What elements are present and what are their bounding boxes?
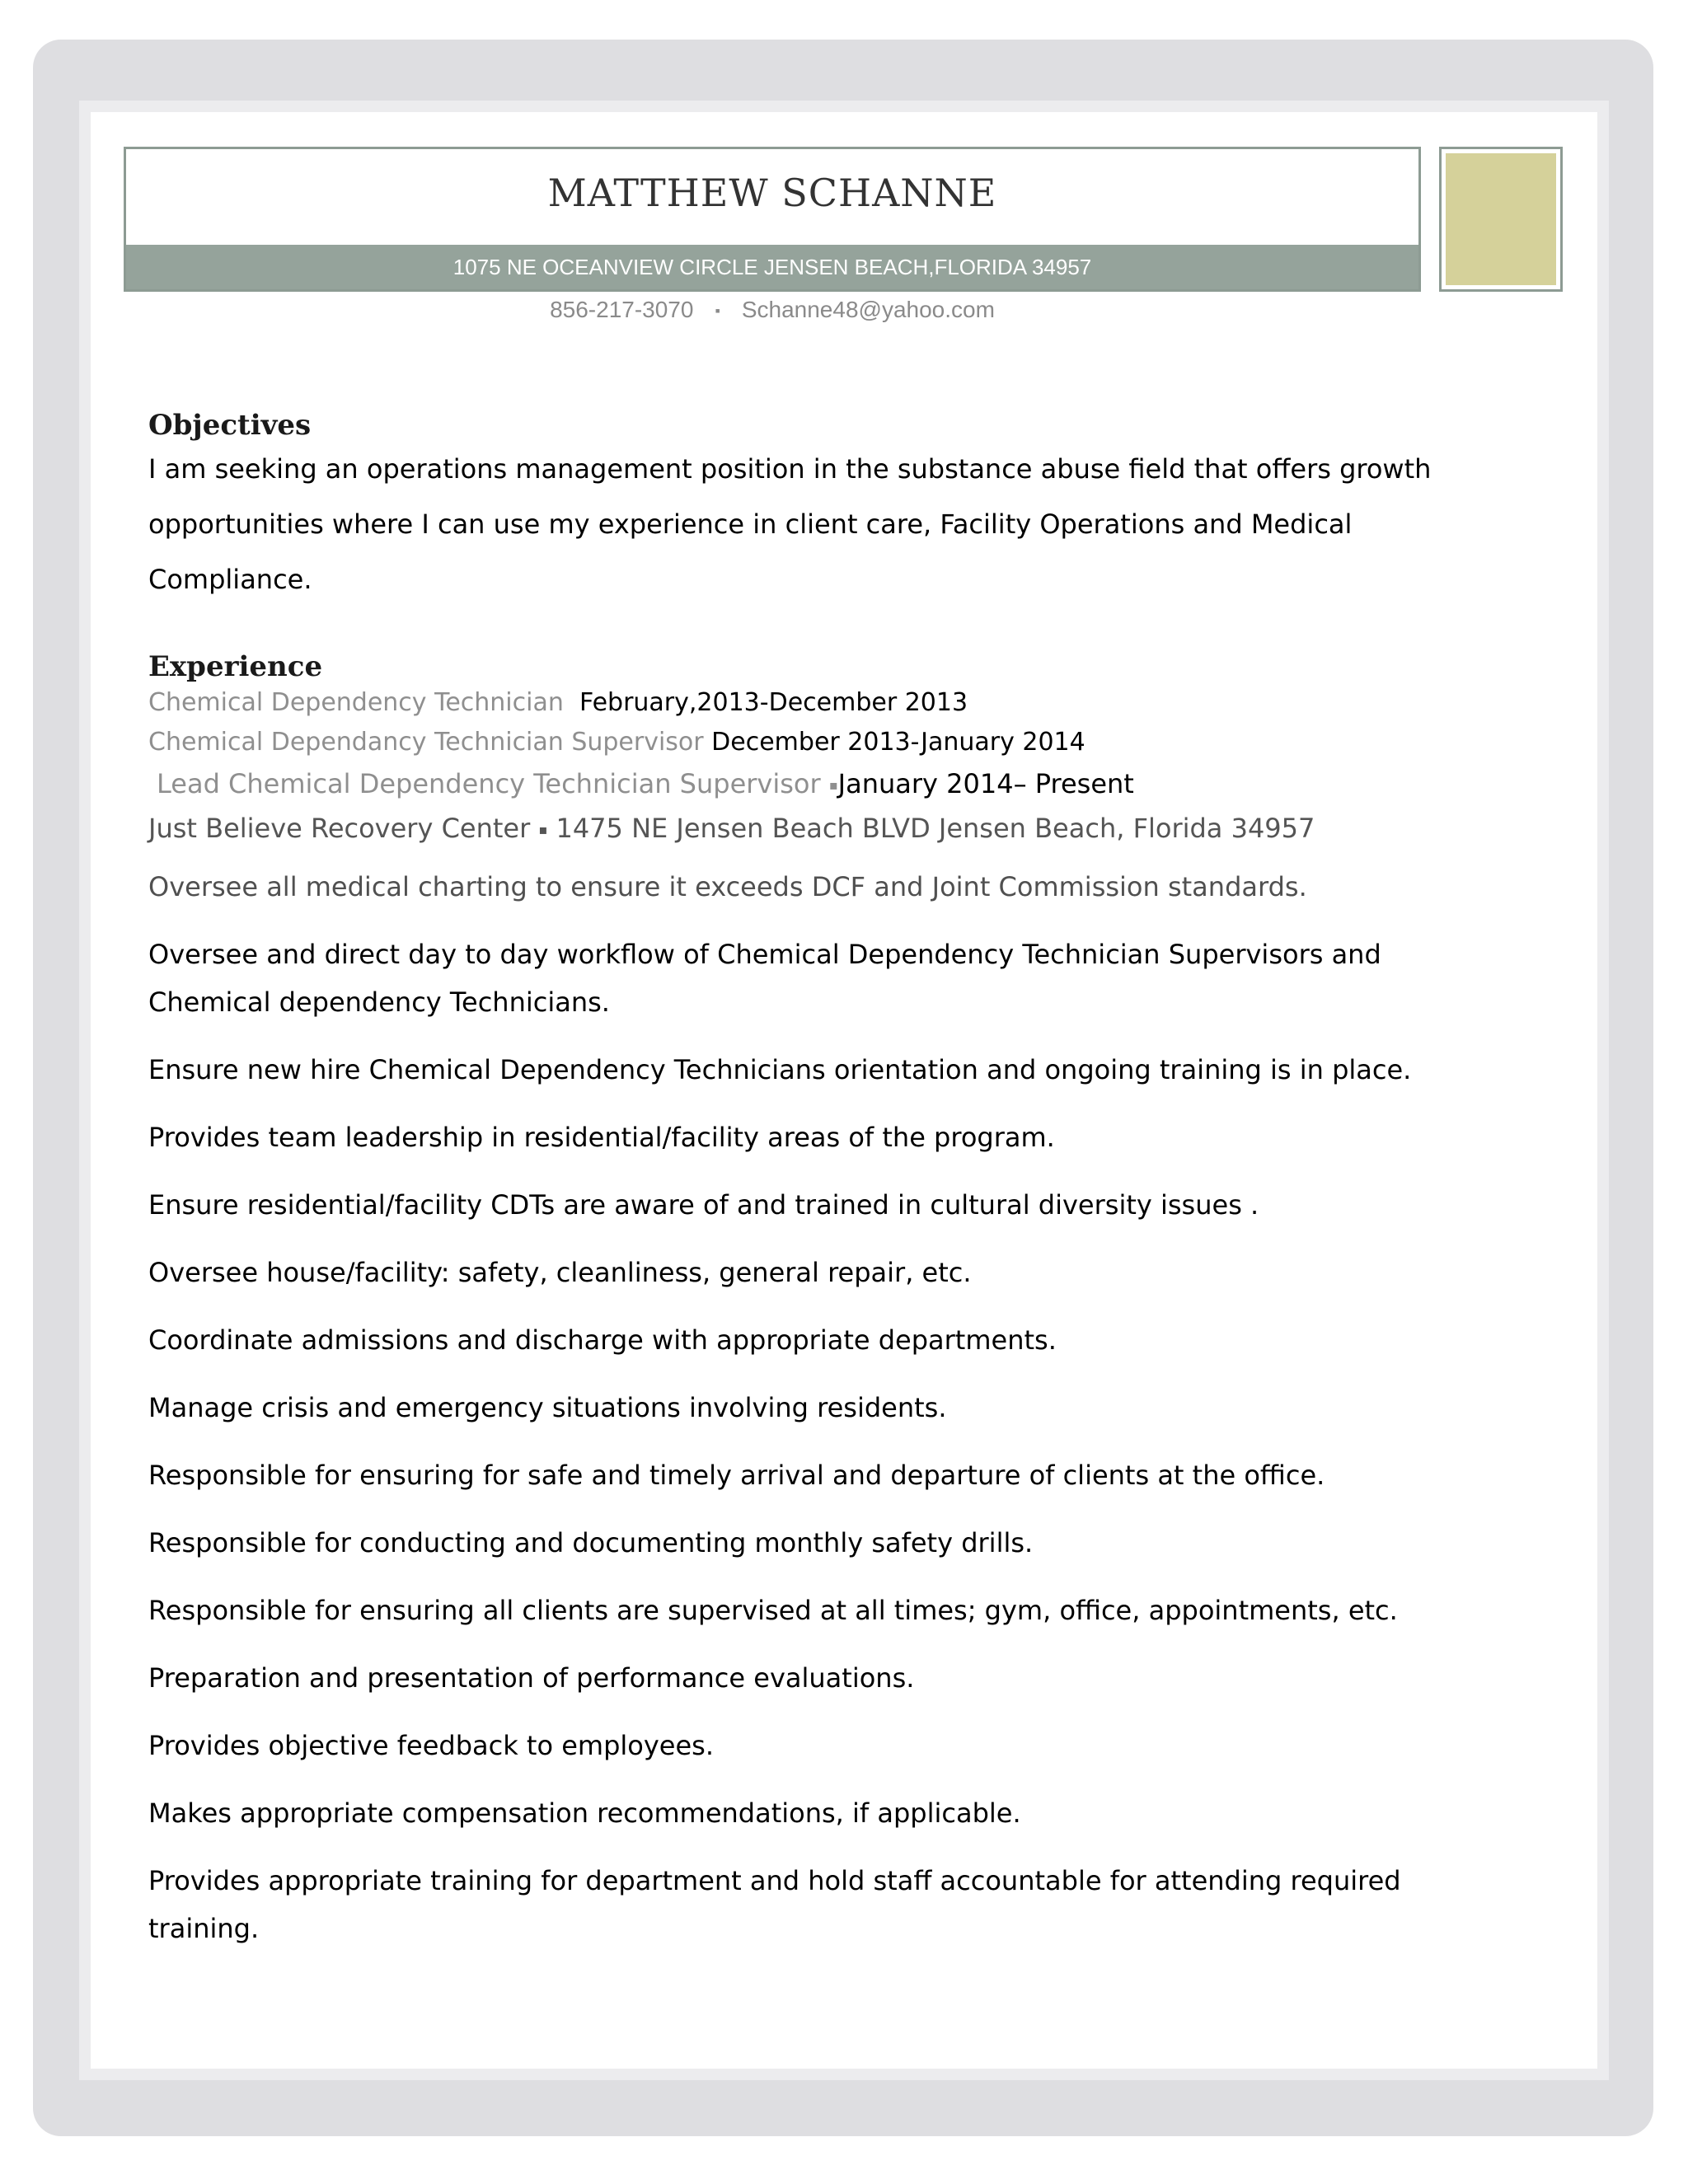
contact-separator: ▪	[715, 302, 720, 320]
applicant-name: MATTHEW SCHANNE	[547, 171, 997, 215]
duty-item: Ensure residential/facility CDTs are aware of and trained in cultural diversity issues .	[148, 1189, 1259, 1221]
duty-item: Provides objective feedback to employees.	[148, 1730, 714, 1761]
role-dates: February,2013-December 2013	[579, 688, 968, 717]
role-title: Lead Chemical Dependency Technician Supervisor	[157, 768, 821, 799]
role-title: Chemical Dependency Technician	[148, 688, 564, 717]
duty-item: Provides team leadership in residential/facility areas of the program.	[148, 1122, 1055, 1153]
duty-item: Oversee house/facility: safety, cleanliness, general repair, etc.	[148, 1257, 972, 1288]
role-line	[148, 683, 1508, 723]
duty-item: Makes appropriate compensation recommendations, if applicable.	[148, 1797, 1021, 1829]
duty-item: Responsible for ensuring for safe and timely arrival and departure of clients at the office.	[148, 1460, 1325, 1491]
accent-square-fill	[1446, 153, 1556, 285]
duty-item: Oversee all medical charting to ensure it exceeds DCF and Joint Commission standards.	[148, 871, 1307, 902]
employer-address: 1475 NE Jensen Beach BLVD Jensen Beach, Florida 34957	[556, 813, 1315, 844]
employer-line	[148, 807, 1508, 851]
role-dates: December 2013-January 2014	[711, 728, 1085, 757]
role-title: Chemical Dependancy Technician Supervisor	[148, 728, 704, 757]
accent-square	[1439, 147, 1563, 292]
duty-item: Coordinate admissions and discharge with appropriate departments.	[148, 1324, 1057, 1356]
phone-number: 856-217-3070	[550, 297, 694, 322]
address-band: 1075 NE OCEANVIEW CIRCLE JENSEN BEACH,FLORIDA 34957	[126, 245, 1418, 289]
contact-line	[124, 297, 1421, 323]
duty-item: Oversee and direct day to day workflow of Chemical Dependency Technician Supervisors and Chemical dependency Technicians.	[148, 939, 1381, 1018]
resume-content	[148, 409, 1508, 1972]
duties-list	[148, 863, 1508, 1952]
duty-item: Provides appropriate training for department and hold staff accountable for attending required training.	[148, 1865, 1401, 1944]
employer-name: Just Believe Recovery Center	[148, 813, 531, 844]
objective-text: I am seeking an operations management position in the substance abuse field that offers growth opportunities where I can use my experience in client care, Facility Operations and Medical Compliance.	[148, 453, 1432, 595]
role-line	[148, 762, 1508, 807]
email-address: Schanne48@yahoo.com	[741, 297, 995, 322]
role-dates: January 2014– Present	[837, 768, 1134, 799]
duty-item: Ensure new hire Chemical Dependency Technicians orientation and ongoing training is in place.	[148, 1054, 1412, 1085]
role-separator: ▪	[828, 777, 838, 793]
experience-heading: Experience	[148, 650, 323, 683]
duty-item: Manage crisis and emergency situations involving residents.	[148, 1392, 947, 1423]
duty-item: Preparation and presentation of performance evaluations.	[148, 1662, 915, 1694]
objectives-heading: Objectives	[148, 409, 312, 442]
duty-item: Responsible for ensuring all clients are supervised at all times; gym, office, appointments, etc.	[148, 1595, 1398, 1626]
name-header-box	[124, 147, 1421, 292]
role-line	[148, 723, 1508, 762]
duty-item: Responsible for conducting and documenting monthly safety drills.	[148, 1527, 1034, 1558]
employer-separator: ▪	[538, 822, 548, 837]
